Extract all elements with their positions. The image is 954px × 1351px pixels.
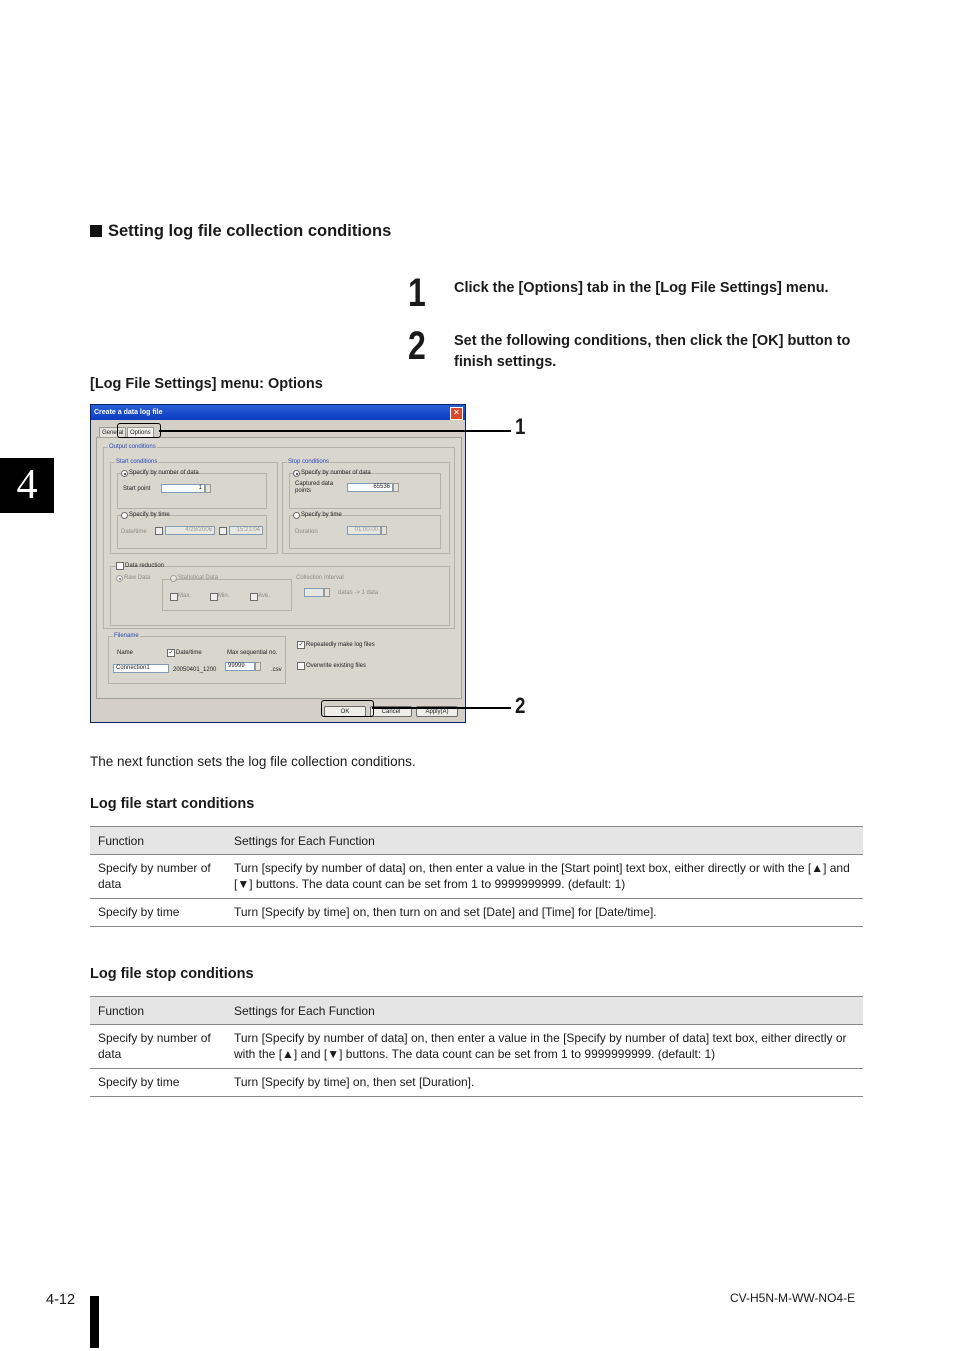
callout-2-number: 2 [515,693,526,718]
table-header-row [90,997,863,1025]
table-cell-settings: Turn [specify by number of data] on, then enter a value in the [Start point] text box, either directly or with the [▲] and [▼] buttons. The data count can be set from 1 to 9999999999. (default: 1) [226,855,863,899]
data-reduction-label: Data reduction [125,563,165,569]
duration-label: Duration [295,529,318,535]
callout-2-box [321,700,374,717]
start-time-checkbox[interactable] [219,527,227,535]
start-table-title: Log file start conditions [90,796,255,812]
collection-interval-spinner[interactable] [324,588,330,597]
filename-extension: .csv [271,667,282,673]
output-conditions-label: Output conditions [109,444,156,450]
ave-label: Ave. [258,593,270,599]
apply-button[interactable]: Apply(A) [416,706,458,717]
table-header-row [90,827,863,855]
captured-data-input[interactable]: 65536 [347,483,393,492]
start-point-input[interactable]: 1 [161,484,205,493]
duration-spinner[interactable] [381,526,387,535]
raw-data-label: Raw Data [124,575,151,581]
filename-label: Filename [114,633,139,639]
statistical-data-radio[interactable] [170,575,177,582]
column-header-function: Function [90,827,226,855]
min-checkbox[interactable] [210,593,218,601]
square-bullet-icon [90,225,102,237]
table-cell-function: Specify by time [90,1069,226,1097]
stop-conditions-label: Stop conditions [288,459,330,465]
max-sequential-spinner[interactable] [255,662,261,671]
chapter-tab: 4 [0,458,54,513]
start-by-number-radio[interactable] [121,470,128,477]
callout-2-leader [372,707,511,709]
output-conditions-group [103,444,455,629]
start-conditions-group [110,459,278,554]
filename-group [108,633,286,684]
table-row [90,1069,863,1097]
overwrite-checkbox[interactable] [297,662,305,670]
max-sequential-label: Max sequential no. [227,650,278,656]
callout-1-number: 1 [515,414,526,439]
filename-name-label: Name [117,650,134,656]
filename-name-input[interactable]: Connection1 [113,664,169,673]
start-by-time-label: Specify by time [129,512,170,518]
overwrite-label: Overwrite existing files [306,663,367,669]
max-label: Max. [178,593,192,599]
filename-datetime-checkbox[interactable]: ✓ [168,650,174,656]
collection-interval-suffix: datas -> 1 data [338,590,379,596]
intro-paragraph: The next function sets the log file collection conditions. [90,754,416,769]
table-cell-function: Specify by time [90,899,226,927]
step-1-text: Click the [Options] tab in the [Log File Settings] menu. [454,280,829,296]
options-panel [96,437,462,699]
table-cell-function: Specify by number of data [90,855,226,899]
table-row [90,899,863,927]
section-title [90,222,391,241]
stop-table-title: Log file stop conditions [90,966,254,982]
table-cell-settings: Turn [Specify by time] on, then set [Duration]. [226,1069,863,1097]
stop-by-time-radio[interactable] [293,512,300,519]
min-label: Min. [218,593,230,599]
repeat-log-label: Repeatedly make log files [306,642,375,648]
callout-1-leader [159,430,511,432]
ave-checkbox[interactable] [250,593,258,601]
max-sequential-input[interactable]: 99999 [225,662,255,671]
filename-datetime-label: Date/time [176,650,202,656]
table-row [90,1025,863,1069]
callout-1-box [117,423,161,438]
column-header-settings: Settings for Each Function [226,827,863,855]
data-reduction-checkbox[interactable] [116,562,124,570]
document-code: CV-H5N-M-WW-NO4-E [730,1291,856,1305]
column-header-function: Function [90,997,226,1025]
start-time-input[interactable]: 15:21:04 [229,526,263,535]
log-settings-dialog [90,404,466,723]
section-title-text: Setting log file collection conditions [108,222,392,240]
column-header-settings: Settings for Each Function [226,997,863,1025]
filename-datetime-value: 20050401_1200 [173,667,217,673]
cancel-button[interactable]: Cancel [370,706,412,717]
step-2-number: 2 [408,324,426,368]
start-point-label: Start point [123,486,151,492]
repeat-log-checkbox[interactable]: ✓ [298,642,304,648]
start-by-time-radio[interactable] [121,512,128,519]
step-2-text: Set the following conditions, then click the [OK] button to finish settings. [454,333,851,370]
close-icon[interactable]: ✕ [450,407,463,420]
start-datetime-label: Date/time [121,529,147,535]
start-conditions-label: Start conditions [116,459,158,465]
captured-data-spinner[interactable] [393,483,399,492]
dialog-titlebar [91,405,465,420]
stop-conditions-group [282,459,450,554]
start-date-checkbox[interactable] [155,527,163,535]
table-row [90,855,863,899]
start-conditions-table [90,826,863,927]
dialog-title: Create a data log file [94,409,163,416]
captured-data-label: Captured data points [295,481,334,494]
stop-by-number-label: Specify by number of data [301,470,371,476]
tab-general[interactable]: General [99,427,126,438]
raw-data-radio[interactable] [116,575,123,582]
table-cell-function: Specify by number of data [90,1025,226,1069]
page-number: 4-12 [46,1292,76,1308]
figure-caption: [Log File Settings] menu: Options [90,376,323,392]
duration-input[interactable]: 01:00:00 [347,526,381,535]
table-cell-settings: Turn [Specify by number of data] on, then enter a value in the [Specify by number of data] text box, either directly or with the [▲] and [▼] buttons. The data count can be set from 1 to 9999999999. (default: 1) [226,1025,863,1069]
footer-bar [90,1296,99,1348]
start-point-spinner[interactable] [205,484,211,493]
stop-conditions-table [90,996,863,1097]
start-by-number-label: Specify by number of data [129,470,199,476]
step-1-number: 1 [408,271,426,315]
collection-interval-input[interactable] [304,588,324,597]
tab-options[interactable]: Options [127,427,154,438]
start-date-input[interactable]: 4/28/2006 [165,526,215,535]
stop-by-number-radio[interactable] [293,470,300,477]
collection-interval-label: Collection Interval [296,575,344,581]
max-checkbox[interactable] [170,593,178,601]
ok-button[interactable]: OK [324,706,366,717]
statistical-data-label: Statistical Data [178,575,219,581]
stop-by-time-label: Specify by time [301,512,342,518]
table-cell-settings: Turn [Specify by time] on, then turn on and set [Date] and [Time] for [Date/time]. [226,899,863,927]
